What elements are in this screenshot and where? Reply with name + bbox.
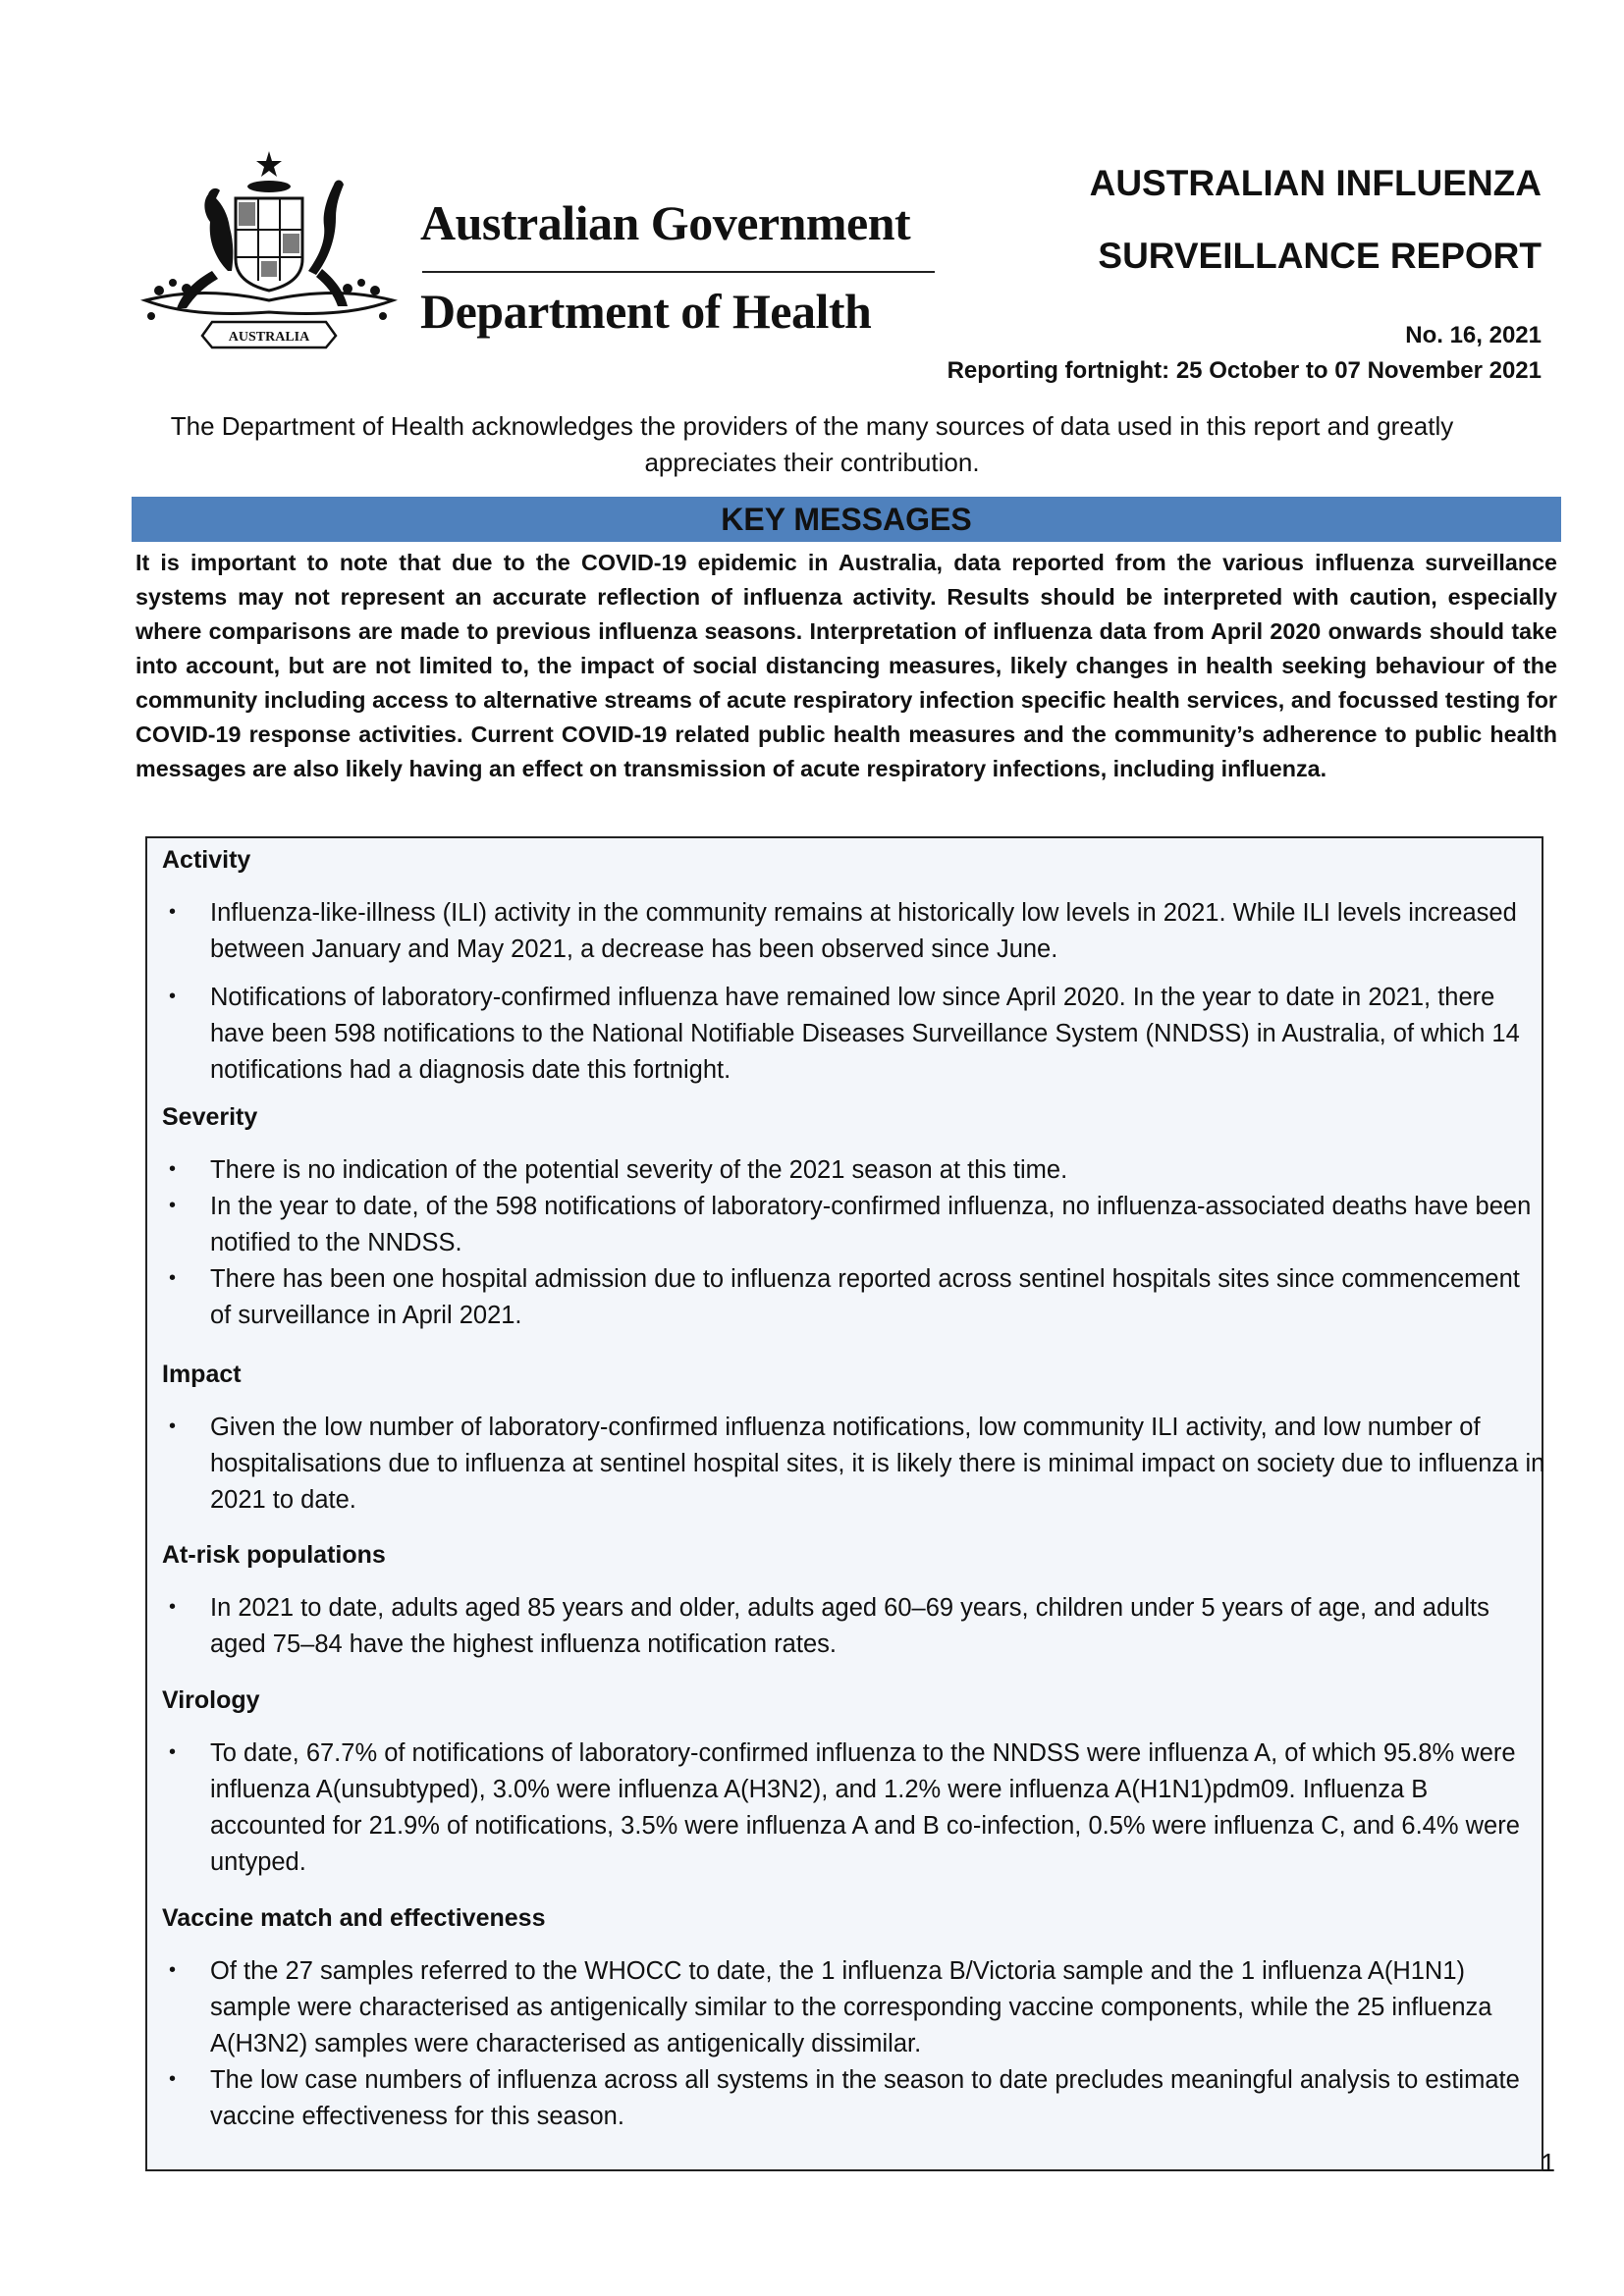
section-heading-severity: Severity xyxy=(162,1103,258,1131)
page-number: 1 xyxy=(1541,2148,1555,2177)
report-number: No. 16, 2021 xyxy=(1405,322,1542,348)
department-name: Department of Health xyxy=(420,284,872,339)
virology-bullet-1: To date, 67.7% of notifications of laboratory-confirmed influenza to the NNDSS were influenza A, of which 95.8% were influenza A(unsubtyped), 3.0% were influenza A(H3N2), and 1.2% were influenza A(H1N1)pdm09. Influenza B accounted for 21.9% of notifications, 3.5% were influenza A and B co-infection, 0.5% were influenza C, and 6.4% were untyped. xyxy=(210,1739,1520,1876)
section-heading-activity: Activity xyxy=(162,846,251,874)
vaccine-bullet-1: Of the 27 samples referred to the WHOCC to date, the 1 influenza B/Victoria sample and the 1 influenza A(H1N1) sample were characterised as antigenically similar to the corresponding vaccine components, while the 25 influenza A(H3N2) samples were characterised as antigenically dissimilar. xyxy=(210,1957,1492,2057)
report-title-line-1: AUSTRALIAN INFLUENZA xyxy=(1089,163,1542,203)
bullet-glyph: • xyxy=(169,1158,177,1180)
reporting-period: Reporting fortnight: 25 October to 07 November 2021 xyxy=(947,357,1542,384)
activity-bullet-2: Notifications of laboratory-confirmed influenza have remained low since April 2020. In the year to date in 2021, there have been 598 notifications to the National Notifiable Diseases Surveillance System (NNDSS) in Australia, of which 14 notifications had a diagnosis date this fortnight. xyxy=(210,984,1520,1084)
bullet-glyph: • xyxy=(169,986,177,1007)
severity-bullet-1: There is no indication of the potential severity of the 2021 season at this time. xyxy=(210,1156,1068,1184)
vaccine-bullet-2: The low case numbers of influenza across all systems in the season to date precludes meaningful analysis to estimate vaccine effectiveness for this season. xyxy=(210,2066,1520,2130)
severity-bullet-2: In the year to date, of the 598 notifications of laboratory-confirmed influenza, no influenza-associated deaths have been notified to the NNDSS. xyxy=(210,1193,1532,1256)
bullet-glyph: • xyxy=(169,901,177,923)
bullet-glyph: • xyxy=(169,2068,177,2090)
bullet-glyph: • xyxy=(169,1415,177,1437)
impact-bullet-1: Given the low number of laboratory-confirmed influenza notifications, low community ILI activity, and low number of hospitalisations due to influenza at sentinel hospital sites, it is likely there is minimal impact on society due to influenza in 2021 to date. xyxy=(210,1414,1545,1514)
acknowledgement-text: The Department of Health acknowledges the providers of the many sources of data used in this report and greatly appreciates their contribution. xyxy=(170,411,1454,477)
report-title xyxy=(1090,147,1542,293)
section-heading-virology: Virology xyxy=(162,1686,260,1714)
coat-of-arms-logo xyxy=(126,143,408,353)
bullet-glyph: • xyxy=(169,1195,177,1216)
header-divider xyxy=(422,271,935,273)
bullet-glyph: • xyxy=(169,1267,177,1289)
bullet-glyph: • xyxy=(169,1741,177,1763)
severity-bullet-3: There has been one hospital admission due to influenza reported across sentinel hospitals sites since commencement of surveillance in April 2021. xyxy=(210,1265,1520,1329)
government-name: Australian Government xyxy=(420,195,911,250)
activity-bullet-1: Influenza-like-illness (ILI) activity in the community remains at historically low levels in 2021. While ILI levels increased between January and May 2021, a decrease has been observed since June. xyxy=(210,899,1517,963)
key-messages-heading: KEY MESSAGES xyxy=(132,497,1561,542)
bullet-glyph: • xyxy=(169,1959,177,1981)
svg-text:AUSTRALIA: AUSTRALIA xyxy=(228,330,310,345)
key-messages-intro: It is important to note that due to the COVID-19 epidemic in Australia, data reported from the various influenza surveillance systems may not represent an accurate reflection of influenza activity. Results should be interpreted with caution, especially where comparisons are made to previous influenza seasons. Interpretation of influenza data from April 2020 onwards should take into account, but are not limited to, the impact of social distancing measures, likely changes in health seeking behaviour of the community including access to alternative streams of acute respiratory infection specific health services, and focussed testing for COVID-19 response activities. Current COVID-19 related public health measures and the community’s adherence to public health messages are also likely having an effect on transmission of acute respiratory infections, including influenza. xyxy=(135,550,1557,781)
report-title-line-2: SURVEILLANCE REPORT xyxy=(1098,236,1542,276)
section-heading-impact: Impact xyxy=(162,1361,242,1388)
bullet-glyph: • xyxy=(169,1596,177,1618)
section-heading-at-risk: At-risk populations xyxy=(162,1541,386,1569)
section-heading-vaccine: Vaccine match and effectiveness xyxy=(162,1904,546,1932)
at-risk-bullet-1: In 2021 to date, adults aged 85 years and older, adults aged 60–69 years, children under 5 years of age, and adults aged 75–84 have the highest influenza notification rates. xyxy=(210,1594,1489,1658)
